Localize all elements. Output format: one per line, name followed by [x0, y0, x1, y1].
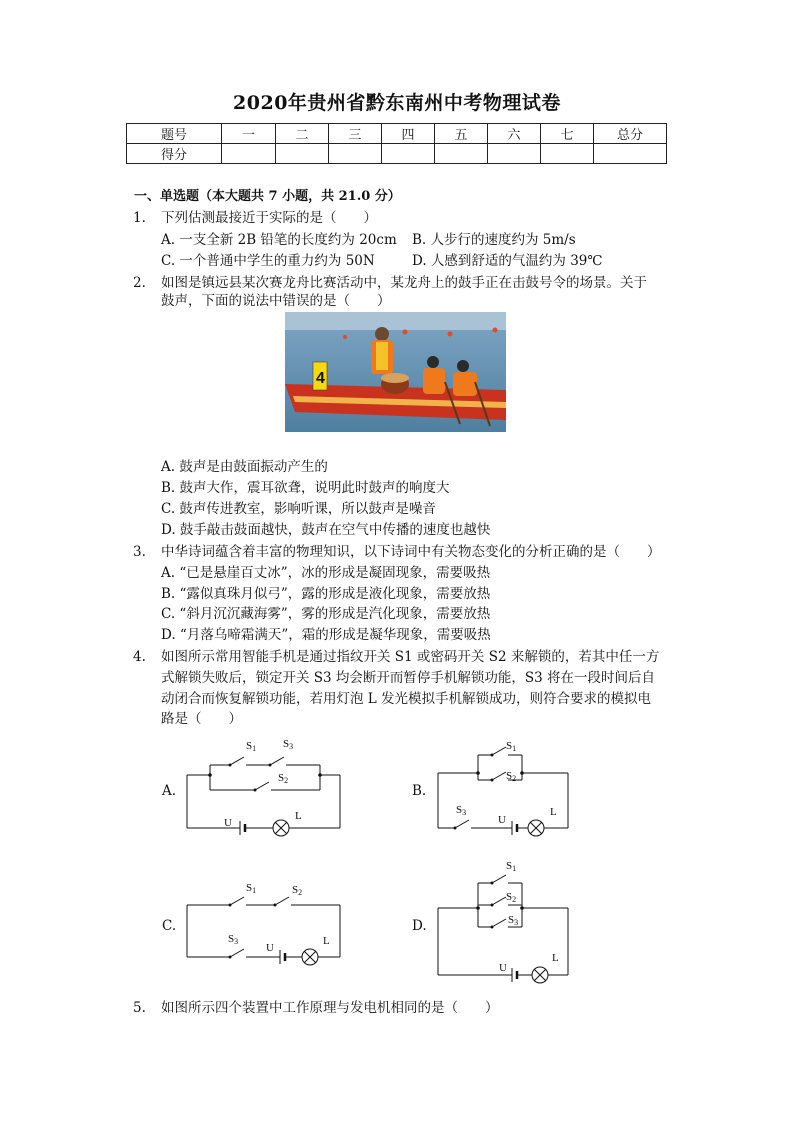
table-cell: 总分	[594, 124, 667, 144]
table-row	[127, 124, 667, 144]
lamp-label: L	[550, 806, 557, 818]
voltage-label: U	[266, 942, 274, 954]
switch-label-s3: S3	[508, 914, 519, 927]
option-b: B. “露似真珠月似弓”，露的形成是液化现象，需要放热	[161, 586, 491, 602]
table-cell	[329, 144, 382, 164]
score-table	[126, 123, 667, 164]
section-heading: 一、单选题（本大题共 7 小题，共 21.0 分）	[134, 189, 401, 204]
option-c: C. 鼓声传进教室，影响听课，所以鼓声是噪音	[161, 501, 436, 517]
option-d: D. 鼓手敲击鼓面越快，鼓声在空气中传播的速度也越快	[161, 522, 491, 538]
switch-label-s1: S1	[246, 882, 257, 895]
circuit-label-a: A.	[162, 783, 177, 799]
table-cell	[435, 144, 488, 164]
switch-label-s1: S1	[506, 740, 517, 753]
voltage-label: U	[499, 962, 507, 974]
dragon-boat-photo	[285, 312, 506, 432]
circuit-c-diagram	[180, 875, 350, 975]
option-b: B. 人步行的速度约为 5m/s	[412, 232, 576, 248]
option-a: A. 一支全新 2B 铅笔的长度约为 20cm	[161, 232, 397, 248]
table-cell: 七	[541, 124, 594, 144]
table-cell: 五	[435, 124, 488, 144]
question-number: 2.	[133, 275, 146, 291]
table-cell	[541, 144, 594, 164]
option-a: A. 鼓声是由鼓面振动产生的	[161, 459, 328, 475]
dragon-boat-illustration	[285, 312, 506, 432]
circuit-label-c: C.	[162, 918, 177, 934]
question-stem: 路是（ ）	[161, 711, 242, 727]
question-number: 5.	[133, 1000, 146, 1016]
switch-label-s1: S1	[246, 740, 257, 753]
question-stem: 如图是镇远县某次赛龙舟比赛活动中，某龙舟上的鼓手正在击鼓号令的场景。关于	[161, 275, 647, 291]
table-cell	[488, 144, 541, 164]
question-stem: 如图所示常用智能手机是通过指纹开关 S1 或密码开关 S2 来解锁的，若其中任一方	[161, 649, 660, 665]
table-cell: 得分	[127, 144, 222, 164]
question-stem: 式解锁失败后，锁定开关 S3 均会断开而暂停手机解锁功能，S3 将在一段时间后自	[161, 670, 656, 686]
circuit-d-diagram	[430, 855, 580, 990]
switch-label-s1: S1	[506, 860, 517, 873]
circuit-label-d: D.	[412, 918, 427, 934]
option-a: A. “已是悬崖百丈冰”，冰的形成是凝固现象，需要吸热	[161, 565, 491, 581]
question-stem: 如图所示四个装置中工作原理与发电机相同的是（ ）	[161, 1000, 499, 1016]
question-stem: 鼓声，下面的说法中错误的是（ ）	[161, 293, 391, 309]
lamp-label: L	[552, 952, 559, 964]
table-cell: 三	[329, 124, 382, 144]
table-row	[127, 144, 667, 164]
circuit-label-b: B.	[412, 783, 427, 799]
question-stem: 中华诗词蕴含着丰富的物理知识，以下诗词中有关物态变化的分析正确的是（ ）	[161, 544, 661, 560]
table-cell	[222, 144, 276, 164]
switch-label-s2: S2	[506, 891, 517, 904]
table-cell: 六	[488, 124, 541, 144]
option-d: D. “月落乌啼霜满天”，霜的形成是凝华现象，需要吸热	[161, 627, 491, 643]
switch-label-s3: S3	[283, 738, 294, 751]
circuit-b-diagram	[430, 735, 580, 840]
question-number: 3.	[133, 544, 146, 560]
option-d: D. 人感到舒适的气温约为 39℃	[412, 253, 603, 269]
switch-label-s2: S2	[292, 884, 303, 897]
table-cell	[594, 144, 667, 164]
question-number: 4.	[133, 649, 146, 665]
switch-label-s3: S3	[456, 804, 467, 817]
table-cell: 一	[222, 124, 276, 144]
table-cell: 四	[382, 124, 435, 144]
question-stem: 下列估测最接近于实际的是（ ）	[161, 210, 377, 226]
switch-label-s3: S3	[228, 933, 239, 946]
voltage-label: U	[498, 814, 506, 826]
lamp-label: L	[323, 935, 330, 947]
option-c: C. 一个普通中学生的重力约为 50N	[161, 253, 375, 269]
switch-label-s2: S2	[278, 772, 289, 785]
table-cell: 题号	[127, 124, 222, 144]
switch-label-s2: S2	[506, 770, 517, 783]
boat-number: 4	[316, 370, 325, 387]
question-stem: 动闭合而恢复解锁功能，若用灯泡 L 发光模拟手机解锁成功，则符合要求的模拟电	[161, 691, 652, 707]
circuit-a-diagram	[180, 735, 350, 835]
voltage-label: U	[224, 817, 232, 829]
lamp-label: L	[295, 810, 302, 822]
table-cell	[382, 144, 435, 164]
table-cell: 二	[276, 124, 329, 144]
option-c: C. “斜月沉沉藏海雾”，雾的形成是汽化现象，需要放热	[161, 606, 491, 622]
option-b: B. 鼓声大作，震耳欲聋，说明此时鼓声的响度大	[161, 480, 450, 496]
table-cell	[276, 144, 329, 164]
page-title: 2020年贵州省黔东南州中考物理试卷	[233, 92, 561, 114]
question-number: 1.	[133, 210, 146, 226]
